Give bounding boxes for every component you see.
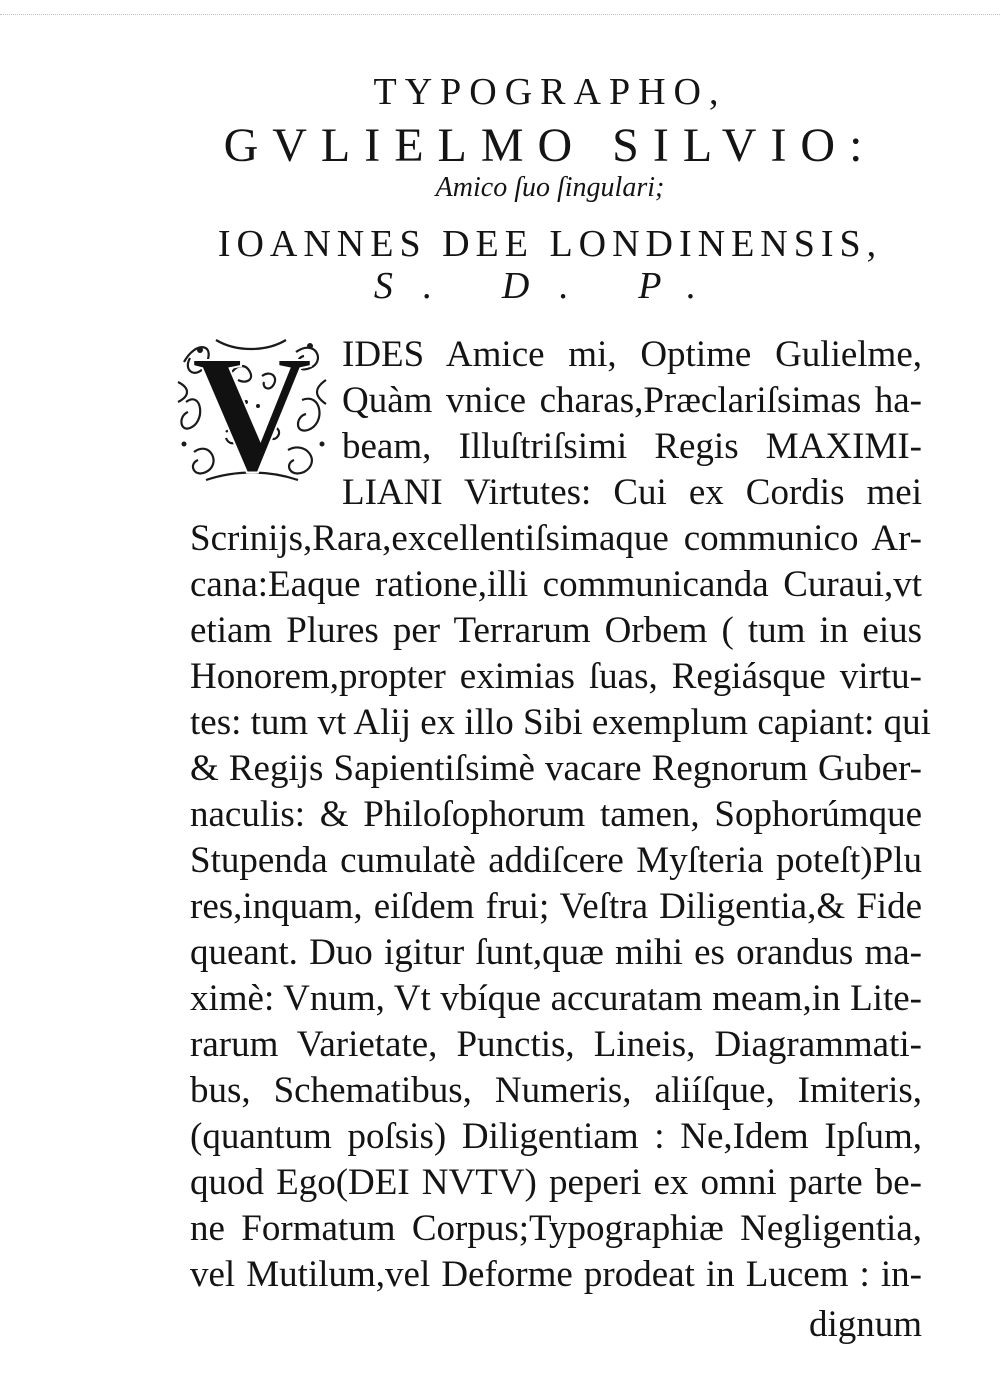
text-line-17: bus, Schematibus, Numeris, aliíſque, Imiteris,: [190, 1070, 922, 1111]
text-line-14: queant. Duo igitur ſunt,quæ mihi es orandus ma-: [190, 932, 922, 973]
text-line-15: ximè: Vnum, Vt vbíque accuratam meam,in Lite-: [190, 978, 922, 1019]
text-line-8: Honorem,propter eximias ſuas, Regiásque virtu-: [190, 656, 922, 697]
dedication-heading-salutation: S. D. P.: [373, 265, 727, 307]
initial-letter-glyph: V: [191, 332, 313, 484]
text-line-18: (quantum poſsis) Diligentiam : Ne,Idem Ipſum,: [190, 1116, 922, 1157]
text-line-16: rarum Varietate, Punctis, Lineis, Diagrammati-: [190, 1024, 922, 1065]
text-line-20: ne Formatum Corpus;Typographiæ Negligentia,: [190, 1208, 922, 1249]
text-line-6: cana:Eaque ratione,illi communicanda Curaui,vt: [190, 564, 922, 605]
text-line-12: Stupenda cumulatè addiſcere Myſteria poteſt)Plu: [190, 840, 922, 881]
decorated-initial-v: [176, 332, 328, 484]
text-line-7: etiam Plures per Terrarum Orbem ( tum in eius: [190, 610, 922, 651]
text-line-2: Quàm vnice charas,Præclariſsimas ha-: [342, 380, 922, 421]
text-line-9: tes: tum vt Alij ex illo Sibi exemplum capiant: qui: [190, 702, 931, 743]
dedication-heading-amico: Amico ſuo ſingulari;: [435, 172, 665, 203]
dedication-heading-author: IOANNES DEE LONDINENSIS,: [217, 223, 883, 265]
text-line-13: res,inquam, eiſdem frui; Veſtra Diligentia,& Fide: [190, 886, 922, 927]
text-line-3: beam, Illuſtriſsimi Regis MAXIMI-: [342, 426, 922, 467]
text-line-1: IDES Amice mi, Optime Gulielme,: [342, 334, 922, 375]
top-scan-edge: [0, 14, 1000, 17]
text-line-21: vel Mutilum,vel Deforme prodeat in Lucem : in-: [190, 1254, 922, 1295]
text-line-5: Scrinijs,Rara,excellentiſsimaque communico Ar-: [190, 518, 922, 559]
text-line-4: LIANI Virtutes: Cui ex Cordis mei: [342, 472, 922, 513]
text-line-11: naculis: & Philoſophorum tamen, Sophorúmque: [190, 794, 922, 835]
dedication-heading-name: GVLIELMO SILVIO:: [223, 119, 877, 172]
text-line-19: quod Ego(DEI NVTV) peperi ex omni parte be-: [190, 1162, 922, 1203]
text-line-10: & Regijs Sapientiſsimè vacare Regnorum Guber-: [190, 748, 922, 789]
dedication-heading-typographo: TYPOGRAPHO,: [373, 71, 727, 113]
catchword: dignum: [808, 1304, 922, 1345]
